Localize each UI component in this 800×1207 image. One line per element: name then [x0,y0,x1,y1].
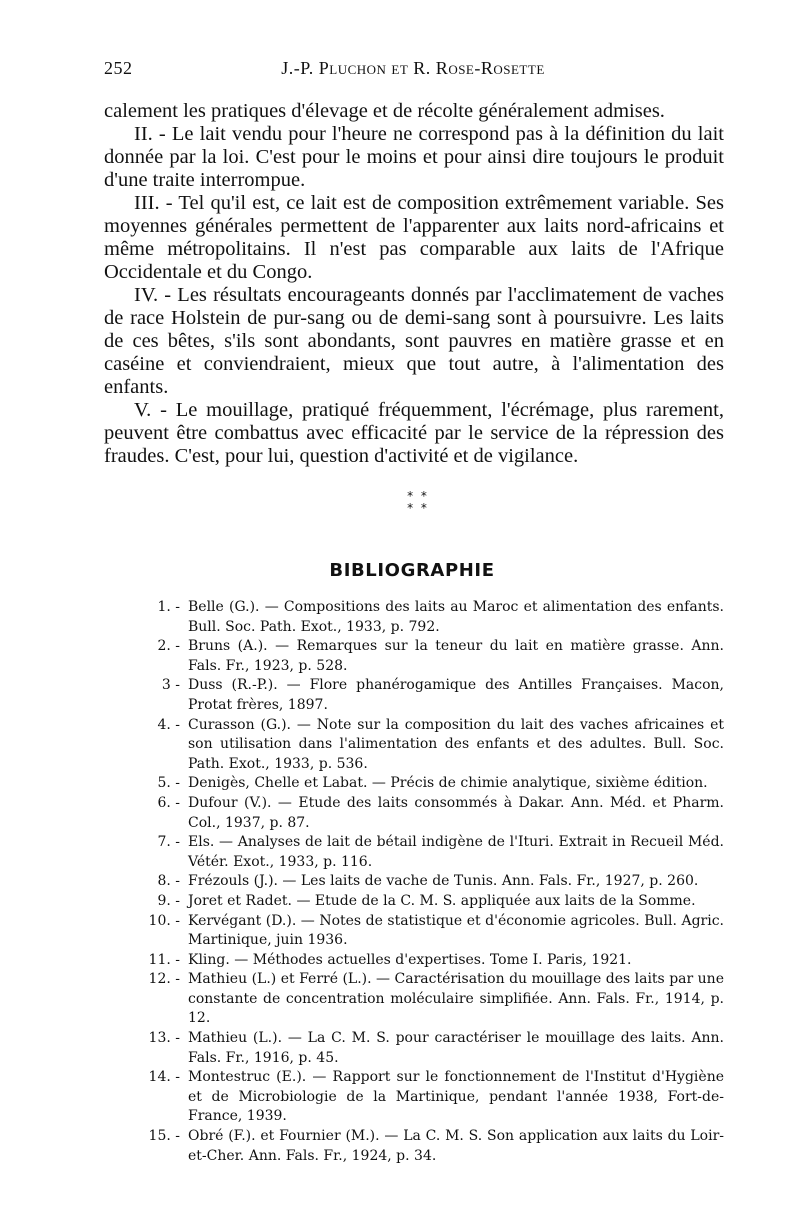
separator-top: * * [407,489,429,503]
bibliography-entry [146,598,724,637]
entry-number: 6. - [157,794,180,811]
body-text [104,100,724,468]
bibliography-entry [146,1029,724,1068]
entry-text: Denigès, Chelle et Labat. — Précis de chimie analytique, sixième édition. [188,775,708,792]
bibliography-entry [146,774,724,794]
entry-number: 12. - [148,971,180,988]
entry-text: Bruns (A.). — Remarques sur la teneur du lait en matière grasse. Ann. Fals. Fr., 1923, p. 528. [188,638,724,674]
bibliography-entry [146,912,724,951]
separator-bottom: * * [407,501,429,515]
entry-number: 13. - [148,1030,180,1047]
paragraph-3: III. - Tel qu'il est, ce lait est de composition extrêmement variable. Ses moyennes générales permettent de l'apparenter aux laits nord-africains et même métropolitains. Il n'est pas comparable aux laits de l'Afrique Occidentale et du Congo. [104,192,724,283]
bibliography-entry [146,970,724,1029]
paragraph-1: calement les pratiques d'élevage et de récolte généralement admises. [104,100,665,122]
bibliography-entry [146,872,724,892]
entry-text: Els. — Analyses de lait de bétail indigène de l'Ituri. Extrait in Recueil Méd. Vétér. Exot., 1933, p. 116. [188,834,724,870]
entry-number: 8. - [157,873,180,890]
bibliography-entry [146,833,724,872]
page-header [104,58,722,84]
entry-text: Frézouls (J.). — Les laits de vache de Tunis. Ann. Fals. Fr., 1927, p. 260. [188,873,699,890]
section-separator [398,490,438,514]
bibliography-entry [146,1068,724,1127]
entry-number: 11. - [148,951,180,968]
entry-number: 3 - [161,677,180,694]
entry-text: Dufour (V.). — Etude des laits consommés à Dakar. Ann. Méd. et Pharm. Col., 1937, p. 87. [188,794,724,831]
entry-text: Kling. — Méthodes actuelles d'expertises. Tome I. Paris, 1921. [188,951,632,968]
entry-number: 5. - [157,775,180,792]
bibliography-entry [146,716,724,775]
entry-text: Joret et Radet. — Etude de la C. M. S. appliquée aux laits de la Somme. [188,892,696,909]
paragraph-5: V. - Le mouillage, pratiqué fréquemment, l'écrémage, plus rarement, peuvent être combattus avec efficacité par le service de la répression des fraudes. C'est, pour lui, question d'activité et de vigilance. [104,399,724,467]
entry-text: Montestruc (E.). — Rapport sur le fonctionnement de l'Institut d'Hygiène et de Microbiologie de la Martinique, pendant l'année 1938, Fort-de-France, 1939. [188,1069,724,1125]
entry-number: 1. - [157,599,180,615]
bibliography-entry [146,637,724,676]
entry-number: 4. - [157,716,180,733]
bibliography-entry [146,1127,724,1166]
entry-number: 9. - [157,892,180,909]
entry-number: 2. - [157,638,180,655]
page-number: 252 [104,58,133,78]
entry-number: 15. - [148,1128,180,1145]
bibliography-entry [146,951,724,971]
entry-number: 7. - [157,834,180,851]
entry-text: Mathieu (L.). — La C. M. S. pour caractériser le mouillage des laits. Ann. Fals. Fr., 1916, p. 45. [188,1030,724,1066]
bibliography-entry [146,892,724,912]
entry-text: Belle (G.). — Compositions des laits au Maroc et alimentation des enfants. Bull. Soc. Path. Exot., 1933, p. 792. [188,599,724,635]
entry-text: Duss (R.-P.). — Flore phanérogamique des Antilles Françaises. Macon, Protat frères, 1897. [188,677,724,713]
paragraph-4: IV. - Les résultats encourageants donnés par l'acclimatement de vaches de race Holstein de pur-sang ou de demi-sang sont à poursuivre. Les laits de ces bêtes, s'ils sont abondants, sont pauvres en matière grasse et en caséine et conviendraient, mieux que tout autre, à l'alimentation des enfants. [104,284,724,398]
entry-text: Mathieu (L.) et Ferré (L.). — Caractérisation du mouillage des laits par une constante de concentration moléculaire simplifiée. Ann. Fals. Fr., 1914, p. 12. [188,971,724,1027]
bibliography-title: BIBLIOGRAPHIE [329,560,495,581]
running-head: J.-P. Pluchon et R. Rose-Rosette [281,58,545,78]
paragraph-2: II. - Le lait vendu pour l'heure ne correspond pas à la définition du lait donnée par la loi. C'est pour le moins et pour ainsi dire toujours le produit d'une traite interrompue. [104,123,724,191]
entry-number: 14. - [148,1069,180,1086]
bibliography-list [104,598,724,1166]
bibliography-entry [146,794,724,833]
entry-text: Curasson (G.). — Note sur la composition du lait des vaches africaines et son utilisation dans l'alimentation des enfants et des adultes. Bull. Soc. Path. Exot., 1933, p. 536. [188,716,724,772]
entry-number: 10. - [148,912,180,929]
bibliography-entry [146,676,724,715]
entry-text: Obré (F.). et Fournier (M.). — La C. M. S. Son application aux laits du Loir-et-Cher. Ann. Fals. Fr., 1924, p. 34. [188,1128,724,1164]
entry-text: Kervégant (D.). — Notes de statistique et d'économie agricoles. Bull. Agric. Martinique, juin 1936. [188,912,724,949]
